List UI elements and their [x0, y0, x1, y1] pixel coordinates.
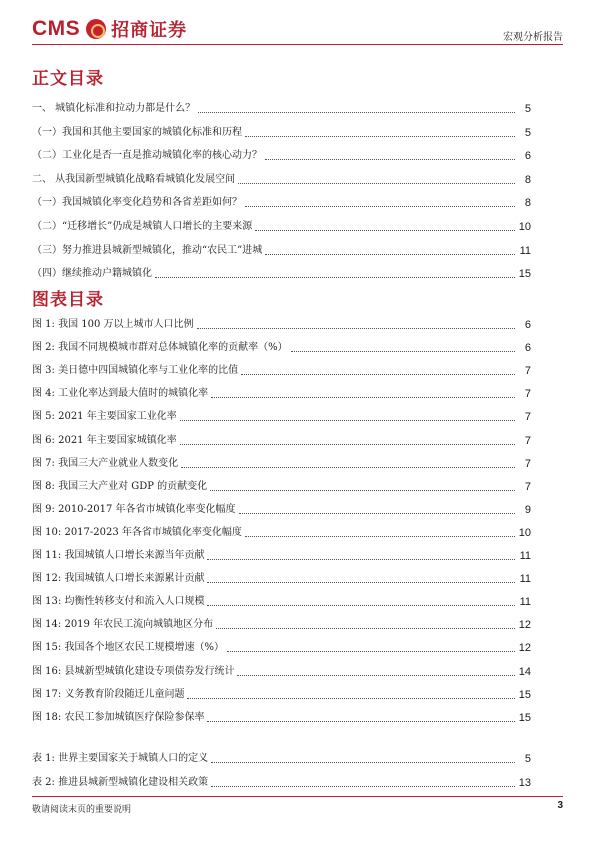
- entry-title: 图 16: 县城新型城镇化建设专项债券发行统计: [32, 665, 235, 677]
- toc-entry[interactable]: [32, 547, 531, 563]
- entry-title: 图 4: 工业化率达到最大值时的城镇化率: [32, 388, 209, 400]
- entry-page-number: 5: [524, 126, 531, 139]
- dot-leader: [265, 159, 515, 160]
- entry-title: （一）我国城镇化率变化趋势和各省差距如何？: [32, 197, 242, 209]
- dot-leader: [207, 559, 515, 560]
- page-number: 3: [557, 800, 563, 811]
- entry-title: 表 1: 世界主要国家关于城镇人口的定义: [32, 753, 209, 764]
- entry-page-number: 10: [518, 526, 531, 539]
- toc-entry[interactable]: [32, 455, 531, 471]
- entry-title: 表 2: 推进县城新型城镇化建设相关政策: [32, 776, 209, 788]
- entry-page-number: 7: [524, 434, 531, 447]
- logo-chinese-name: 招商证券: [111, 20, 188, 41]
- dot-leader: [211, 762, 515, 763]
- entry-page-number: 6: [524, 319, 531, 331]
- entry-title: （二）“迁移增长”仍成是城镇人口增长的主要来源: [32, 221, 253, 232]
- entry-page-number: 15: [518, 711, 531, 724]
- dot-leader: [238, 183, 515, 184]
- entry-page-number: 7: [524, 480, 531, 493]
- toc-entry[interactable]: [32, 147, 531, 163]
- entry-title: 图 8: 我国三大产业对 GDP 的贡献变化: [32, 480, 208, 492]
- dot-leader: [245, 536, 515, 537]
- entry-title: 一、 城镇化标准和拉动力都是什么？: [32, 103, 196, 114]
- entry-page-number: 8: [524, 173, 531, 186]
- dot-leader: [207, 721, 515, 722]
- entry-title: （三）努力推进县城新型城镇化，推动“农民工”进城: [32, 244, 263, 256]
- dot-leader: [291, 351, 515, 352]
- dot-leader: [207, 582, 515, 583]
- toc-entry[interactable]: [32, 478, 531, 494]
- toc-title: 正文目录: [32, 69, 104, 89]
- entry-title: 图 2: 我国不同规模城市群对总体城镇化率的贡献率（%）: [32, 342, 288, 354]
- footer-disclaimer: 敬请阅读末页的重要说明: [32, 805, 132, 815]
- dot-leader: [180, 420, 515, 421]
- dot-leader: [227, 651, 515, 652]
- entry-title: 图 18: 农民工参加城镇医疗保险参保率: [32, 711, 205, 723]
- toc-entry[interactable]: [32, 218, 531, 234]
- dot-leader: [241, 374, 515, 375]
- report-type: 宏观分析报告: [503, 32, 563, 43]
- entry-page-number: 15: [518, 268, 531, 281]
- toc-entry[interactable]: [32, 316, 531, 332]
- entry-title: 图 7: 我国三大产业就业人数变化: [32, 457, 179, 469]
- dot-leader: [211, 786, 515, 787]
- toc-entry[interactable]: [32, 774, 531, 790]
- dot-leader: [245, 136, 515, 137]
- entry-page-number: 11: [519, 244, 531, 257]
- entry-title: 二、 从我国新型城镇化战略看城镇化发展空间: [32, 173, 236, 185]
- entry-page-number: 10: [518, 221, 531, 233]
- toc-entry[interactable]: [32, 686, 531, 702]
- entry-page-number: 7: [524, 388, 531, 401]
- dot-leader: [181, 467, 515, 468]
- entry-page-number: 5: [524, 103, 531, 115]
- cms-logo: [32, 16, 187, 42]
- toc-entry[interactable]: [32, 709, 531, 725]
- entry-title: 图 6: 2021 年主要国家城镇化率: [32, 434, 177, 446]
- toc-entry[interactable]: [32, 100, 531, 116]
- entry-page-number: 11: [519, 573, 531, 586]
- dot-leader: [245, 206, 515, 207]
- toc-entry[interactable]: [32, 339, 531, 355]
- entry-title: （二）工业化是否一直是推动城镇化率的核心动力？: [32, 150, 262, 162]
- toc-entry[interactable]: [32, 616, 531, 632]
- entry-title: 图 12: 我国城镇人口增长来源累计贡献: [32, 573, 205, 585]
- entry-title: 图 15: 我国各个地区农民工规模增速（%）: [32, 642, 224, 654]
- entry-page-number: 11: [519, 596, 531, 609]
- logo-wordmark: CMS: [32, 17, 81, 40]
- entry-title: 图 3: 美日德中四国城镇化率与工业化率的比值: [32, 365, 239, 377]
- toc-entry[interactable]: [32, 524, 531, 540]
- entry-page-number: 15: [518, 688, 531, 701]
- toc-entry[interactable]: [32, 663, 531, 679]
- dot-leader: [207, 605, 515, 606]
- dot-leader: [155, 277, 515, 278]
- toc-entry[interactable]: [32, 171, 531, 187]
- toc-entry[interactable]: [32, 501, 531, 517]
- entry-page-number: 5: [524, 753, 531, 765]
- page-header: [32, 14, 563, 44]
- entry-page-number: 7: [524, 411, 531, 424]
- entry-title: 图 17: 义务教育阶段随迁儿童问题: [32, 688, 185, 700]
- entry-page-number: 6: [524, 342, 531, 355]
- footer-divider: [32, 796, 563, 797]
- toc-entry[interactable]: [32, 432, 531, 448]
- entry-title: 图 9: 2010-2017 年各省市城镇化率变化幅度: [32, 503, 236, 515]
- toc-entry[interactable]: [32, 408, 531, 424]
- entry-title: 图 5: 2021 年主要国家工业化率: [32, 411, 177, 423]
- toc-entry[interactable]: [32, 593, 531, 609]
- entry-page-number: 7: [524, 365, 531, 378]
- dot-leader: [180, 444, 515, 445]
- entry-title: 图 13: 均衡性转移支付和流入人口规模: [32, 596, 205, 608]
- entry-page-number: 13: [518, 776, 531, 789]
- toc-entry[interactable]: [32, 570, 531, 586]
- entry-page-number: 6: [524, 150, 531, 163]
- entry-page-number: 9: [524, 503, 531, 516]
- entry-page-number: 12: [518, 619, 531, 632]
- toc-entry[interactable]: [32, 639, 531, 655]
- figures-title: 图表目录: [32, 290, 104, 310]
- toc-entry[interactable]: [32, 265, 531, 281]
- dot-leader: [187, 698, 515, 699]
- dot-leader: [216, 628, 515, 629]
- entry-title: （四）继续推动户籍城镇化: [32, 268, 152, 280]
- dot-leader: [211, 397, 515, 398]
- entry-title: （一）我国和其他主要国家的城镇化标准和历程: [32, 126, 242, 138]
- logo-seal-icon: [86, 19, 106, 39]
- entry-page-number: 11: [519, 550, 531, 562]
- entry-title: 图 11: 我国城镇人口增长来源当年贡献: [32, 550, 205, 561]
- entry-page-number: 12: [518, 642, 531, 655]
- entry-page-number: 14: [518, 665, 531, 678]
- toc-entry[interactable]: [32, 194, 531, 210]
- dot-leader: [255, 230, 515, 231]
- entry-page-number: 7: [524, 457, 531, 470]
- dot-leader: [265, 254, 515, 255]
- dot-leader: [210, 490, 515, 491]
- toc-entry[interactable]: [32, 750, 531, 766]
- dot-leader: [197, 328, 515, 329]
- dot-leader: [239, 513, 515, 514]
- dot-leader: [198, 112, 515, 113]
- entry-title: 图 14: 2019 年农民工流向城镇地区分布: [32, 619, 214, 631]
- entry-title: 图 1: 我国 100 万以上城市人口比例: [32, 319, 194, 330]
- header-divider: [32, 44, 563, 45]
- entry-title: 图 10: 2017-2023 年各省市城镇化率变化幅度: [32, 526, 242, 538]
- entry-page-number: 8: [524, 197, 531, 210]
- toc-entry[interactable]: [32, 362, 531, 378]
- dot-leader: [237, 675, 515, 676]
- toc-entry[interactable]: [32, 242, 531, 258]
- toc-entry[interactable]: [32, 124, 531, 140]
- toc-entry[interactable]: [32, 385, 531, 401]
